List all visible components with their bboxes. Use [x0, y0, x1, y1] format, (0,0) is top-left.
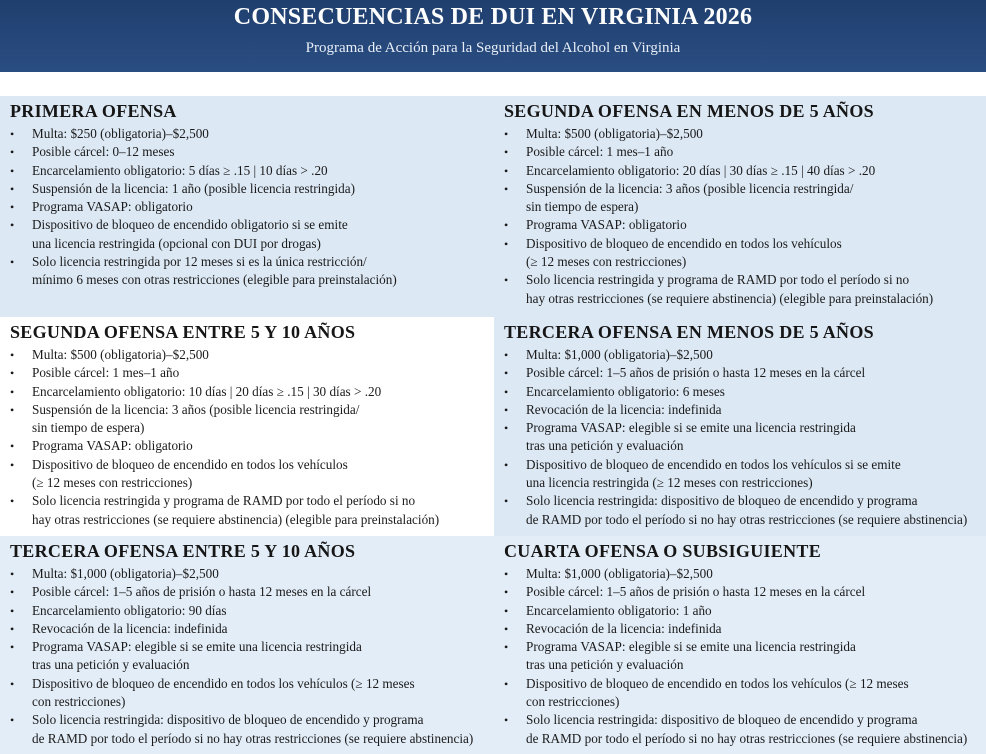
panel-title: TERCERA OFENSA EN MENOS DE 5 AÑOS — [504, 322, 874, 342]
consequence-item — [504, 383, 980, 401]
consequence-item — [504, 346, 980, 364]
item-text: Posible cárcel: 1 mes–1 año — [32, 365, 180, 381]
consequence-item — [10, 638, 488, 675]
bullet-icon: • — [10, 255, 15, 270]
item-text: Solo licencia restringida y programa de RAMD por todo el período si no — [526, 272, 910, 288]
item-text-continued: de RAMD por todo el período si no hay otras restricciones (se requiere abstinencia) — [32, 730, 474, 746]
item-text: Suspensión de la licencia: 3 años (posible licencia restringida/ — [526, 180, 854, 196]
item-text-continued: hay otras restricciones (se requiere abstinencia) (elegible para preinstalación) — [526, 290, 934, 306]
bullet-icon: • — [10, 348, 15, 362]
consequence-item — [504, 271, 980, 308]
bullet-icon: • — [504, 163, 509, 178]
item-text: Multa: $500 (obligatoria)–$2,500 — [526, 126, 703, 141]
item-text: Posible cárcel: 0–12 meses — [32, 144, 175, 160]
consequence-item — [504, 638, 980, 675]
consequence-item — [10, 437, 488, 455]
item-text: Solo licencia restringida: dispositivo de bloqueo de encendido y programa — [32, 712, 424, 728]
bullet-icon: • — [504, 494, 509, 509]
item-text-continued: una licencia restringida (≥ 12 meses con restricciones) — [526, 475, 813, 491]
consequence-item — [10, 583, 488, 601]
item-text: Dispositivo de bloqueo de encendido en todos los vehículos si se emite — [526, 456, 901, 472]
item-text: Programa VASAP: obligatorio — [32, 438, 193, 454]
panel-title: SEGUNDA OFENSA EN MENOS DE 5 AÑOS — [504, 101, 874, 121]
item-text: Posible cárcel: 1–5 años de prisión o hasta 12 meses en la cárcel — [526, 584, 866, 600]
bullet-icon: • — [504, 366, 509, 381]
consequence-item — [10, 253, 488, 290]
bullet-icon: • — [10, 585, 15, 600]
item-text: Dispositivo de bloqueo de encendido en todos los vehículos (≥ 12 meses — [32, 675, 415, 691]
consequence-list — [10, 125, 488, 290]
consequence-item — [10, 125, 488, 143]
consequence-item — [504, 456, 980, 493]
item-text: Solo licencia restringida: dispositivo de bloqueo de encendido y programa — [526, 712, 918, 728]
bullet-icon: • — [10, 621, 15, 636]
header-banner — [0, 0, 986, 72]
item-text: Revocación de la licencia: indefinida — [526, 620, 722, 636]
consequence-item — [10, 180, 488, 198]
panel-segunda-ofensa-5-10 — [0, 317, 494, 536]
item-text-continued: tras una petición y evaluación — [526, 657, 684, 673]
consequence-list — [10, 346, 488, 529]
bullet-icon: • — [504, 603, 509, 618]
bullet-icon: • — [504, 127, 509, 141]
bullet-icon: • — [504, 640, 509, 655]
panel-title: SEGUNDA OFENSA ENTRE 5 Y 10 AÑOS — [10, 322, 356, 342]
item-text: Encarcelamiento obligatorio: 6 meses — [526, 383, 725, 399]
consequence-item — [10, 143, 488, 161]
bullet-icon: • — [504, 585, 509, 600]
bullet-icon: • — [504, 236, 509, 251]
panel-title: PRIMERA OFENSA — [10, 101, 177, 121]
panel-tercera-ofensa-5-10 — [0, 536, 494, 754]
bullet-icon: • — [10, 676, 15, 691]
page-title: CONSECUENCIAS DE DUI EN VIRGINIA 2026 — [233, 4, 753, 30]
consequence-item — [504, 583, 980, 601]
bullet-icon: • — [504, 457, 509, 472]
bullet-icon: • — [10, 603, 15, 618]
bullet-icon: • — [10, 640, 15, 655]
bullet-icon: • — [504, 713, 509, 728]
consequence-item — [10, 620, 488, 638]
item-text-continued: una licencia restringida (opcional con DUI por drogas) — [32, 235, 321, 251]
consequence-item — [504, 364, 980, 382]
consequence-item — [10, 346, 488, 364]
bullet-icon: • — [10, 384, 15, 399]
consequence-item — [10, 364, 488, 382]
bullet-icon: • — [504, 273, 509, 288]
item-text: Encarcelamiento obligatorio: 90 días — [32, 602, 227, 618]
bullet-icon: • — [10, 200, 15, 215]
bullet-icon: • — [10, 457, 15, 472]
panel-primera-ofensa — [0, 96, 494, 317]
item-text: Encarcelamiento obligatorio: 5 días ≥ .15 | 10 días > .20 — [32, 162, 328, 178]
consequence-item — [504, 711, 980, 748]
bullet-icon: • — [10, 713, 15, 728]
consequence-item — [504, 675, 980, 712]
consequence-list — [504, 125, 980, 308]
item-text-continued: de RAMD por todo el período si no hay otras restricciones (se requiere abstinencia) — [526, 730, 968, 746]
consequence-item — [504, 125, 980, 143]
bullet-icon: • — [10, 494, 15, 509]
bullet-icon: • — [504, 621, 509, 636]
page-subtitle: Programa de Acción para la Seguridad del Alcohol en Virginia — [305, 40, 681, 56]
consequence-item — [10, 198, 488, 216]
bullet-icon: • — [504, 218, 509, 233]
item-text: Revocación de la licencia: indefinida — [526, 401, 722, 417]
consequence-item — [10, 492, 488, 529]
bullet-icon: • — [504, 384, 509, 399]
consequence-item — [10, 383, 488, 401]
consequence-item — [504, 235, 980, 272]
item-text: Multa: $1,000 (obligatoria)–$2,500 — [526, 347, 713, 362]
bullet-icon: • — [504, 676, 509, 691]
panel-cuarta-ofensa — [494, 536, 986, 754]
item-text: Dispositivo de bloqueo de encendido en todos los vehículos — [32, 456, 348, 472]
item-text: Dispositivo de bloqueo de encendido en todos los vehículos — [526, 235, 842, 251]
bullet-icon: • — [10, 402, 15, 417]
item-text: Revocación de la licencia: indefinida — [32, 620, 228, 636]
item-text-continued: de RAMD por todo el período si no hay otras restricciones (se requiere abstinencia) — [526, 511, 968, 527]
item-text: Programa VASAP: obligatorio — [32, 199, 193, 215]
item-text-continued: (≥ 12 meses con restricciones) — [526, 254, 687, 270]
consequence-item — [10, 675, 488, 712]
consequence-item — [10, 602, 488, 620]
consequence-item — [504, 565, 980, 583]
item-text: Programa VASAP: elegible si se emite una licencia restringida — [32, 639, 362, 655]
bullet-icon: • — [504, 402, 509, 417]
item-text-continued: sin tiempo de espera) — [32, 420, 145, 436]
bullet-icon: • — [10, 181, 15, 196]
item-text: Suspensión de la licencia: 3 años (posible licencia restringida/ — [32, 401, 360, 417]
bullet-icon: • — [10, 567, 15, 581]
consequence-item — [10, 162, 488, 180]
consequence-item — [504, 401, 980, 419]
item-text: Multa: $1,000 (obligatoria)–$2,500 — [32, 566, 219, 581]
consequence-item — [504, 620, 980, 638]
item-text-continued: tras una petición y evaluación — [526, 438, 684, 454]
item-text: Programa VASAP: elegible si se emite una licencia restringida — [526, 420, 856, 436]
item-text-continued: sin tiempo de espera) — [526, 199, 639, 215]
item-text: Multa: $1,000 (obligatoria)–$2,500 — [526, 566, 713, 581]
consequence-item — [10, 711, 488, 748]
consequence-item — [504, 492, 980, 529]
item-text: Encarcelamiento obligatorio: 10 días | 20 días ≥ .15 | 30 días > .20 — [32, 383, 382, 399]
consequence-item — [10, 565, 488, 583]
consequence-list — [10, 565, 488, 748]
item-text-continued: hay otras restricciones (se requiere abstinencia) (elegible para preinstalación) — [32, 511, 440, 527]
bullet-icon: • — [504, 181, 509, 196]
consequence-list — [504, 346, 980, 529]
consequence-item — [504, 419, 980, 456]
item-text-continued: tras una petición y evaluación — [32, 657, 190, 673]
bullet-icon: • — [10, 163, 15, 178]
panel-title: TERCERA OFENSA ENTRE 5 Y 10 AÑOS — [10, 541, 356, 561]
panel-tercera-ofensa-menos-5 — [494, 317, 986, 536]
item-text: Posible cárcel: 1 mes–1 año — [526, 144, 674, 160]
item-text: Dispositivo de bloqueo de encendido en todos los vehículos (≥ 12 meses — [526, 675, 909, 691]
bullet-icon: • — [504, 421, 509, 436]
consequence-item — [504, 216, 980, 234]
bullet-icon: • — [504, 348, 509, 362]
item-text: Solo licencia restringida por 12 meses si es la única restricción/ — [32, 254, 367, 270]
item-text: Encarcelamiento obligatorio: 20 días | 30 días ≥ .15 | 40 días > .20 — [526, 162, 876, 178]
panel-title: CUARTA OFENSA O SUBSIGUIENTE — [504, 541, 822, 561]
bullet-icon: • — [504, 567, 509, 581]
consequence-item — [504, 143, 980, 161]
bullet-icon: • — [10, 145, 15, 160]
consequence-list — [504, 565, 980, 748]
item-text: Encarcelamiento obligatorio: 1 año — [526, 602, 712, 618]
consequence-item — [504, 180, 980, 217]
bullet-icon: • — [10, 127, 15, 141]
consequence-item — [10, 456, 488, 493]
header-spacer — [0, 72, 986, 96]
item-text: Programa VASAP: elegible si se emite una licencia restringida — [526, 639, 856, 655]
item-text: Programa VASAP: obligatorio — [526, 217, 687, 233]
item-text-continued: mínimo 6 meses con otras restricciones (elegible para preinstalación) — [32, 272, 397, 288]
item-text-continued: con restricciones) — [32, 694, 126, 710]
bullet-icon: • — [504, 145, 509, 160]
item-text: Dispositivo de bloqueo de encendido obligatorio si se emite — [32, 217, 348, 233]
consequence-item — [10, 216, 488, 253]
bullet-icon: • — [10, 218, 15, 233]
item-text-continued: con restricciones) — [526, 694, 620, 710]
consequence-item — [504, 162, 980, 180]
item-text: Suspensión de la licencia: 1 año (posible licencia restringida) — [32, 180, 355, 196]
item-text: Posible cárcel: 1–5 años de prisión o hasta 12 meses en la cárcel — [32, 584, 372, 600]
bullet-icon: • — [10, 366, 15, 381]
item-text: Multa: $500 (obligatoria)–$2,500 — [32, 347, 209, 362]
consequence-item — [10, 401, 488, 438]
item-text: Solo licencia restringida y programa de RAMD por todo el período si no — [32, 493, 416, 509]
item-text: Multa: $250 (obligatoria)–$2,500 — [32, 126, 209, 141]
item-text: Posible cárcel: 1–5 años de prisión o hasta 12 meses en la cárcel — [526, 365, 866, 381]
item-text-continued: (≥ 12 meses con restricciones) — [32, 475, 193, 491]
bullet-icon: • — [10, 439, 15, 454]
panel-segunda-ofensa-menos-5 — [494, 96, 986, 317]
item-text: Solo licencia restringida: dispositivo de bloqueo de encendido y programa — [526, 493, 918, 509]
consequence-item — [504, 602, 980, 620]
